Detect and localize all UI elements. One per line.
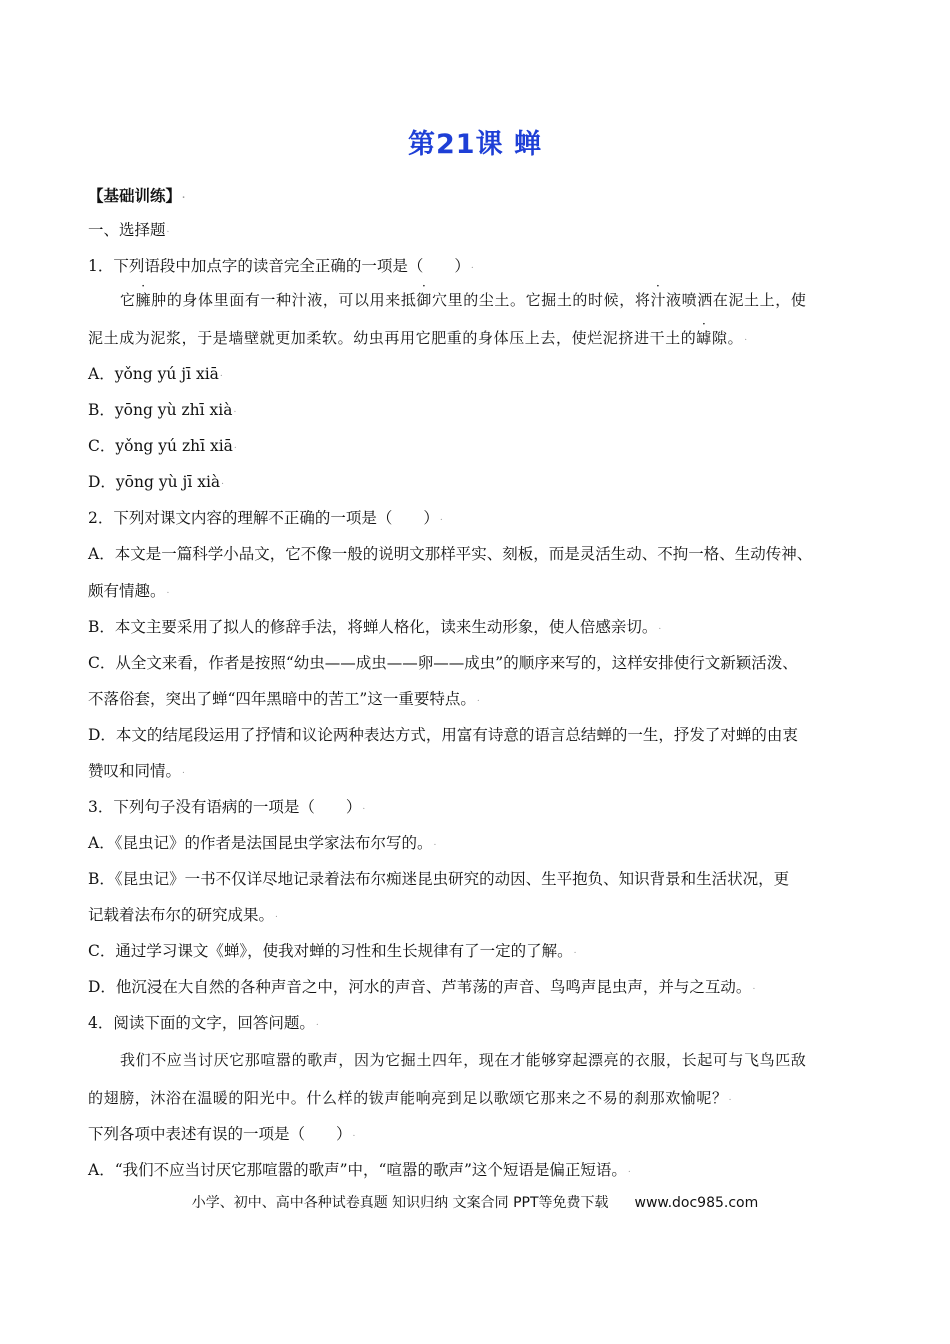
q4-sub-question: 下列各项中表述有误的一项是（ ）. — [88, 1125, 356, 1143]
dotted-char: 臃 — [135, 291, 152, 309]
page-footer — [0, 1192, 950, 1212]
q2-option-c-line-2: 不落俗套，突出了蝉“四年黑暗中的苦工”这一重要特点。. — [88, 690, 480, 708]
q1-option-d: D．yōng yù jī xià. — [88, 473, 225, 491]
q1-option-a: A．yǒng yú jī xiā. — [88, 365, 223, 383]
q3-option-b-line-2: 记载着法布尔的研究成果。. — [88, 906, 278, 924]
section-heading: 【基础训练】. — [88, 186, 186, 205]
q2-stem: 2．下列对课文内容的理解不正确的一项是（ ）. — [88, 509, 443, 527]
q3-option-a: A．《昆虫记》的作者是法国昆虫学家法布尔写的。. — [88, 834, 437, 852]
dotted-char: 罅 — [696, 329, 713, 347]
q2-option-d-line-2: 赞叹和同情。. — [88, 762, 185, 780]
q4-stem: 4．阅读下面的文字，回答问题。. — [88, 1014, 319, 1032]
q3-option-d: D．他沉浸在大自然的各种声音之中，河水的声音、芦苇荡的声音、鸟鸣声昆虫声，并与之互动。. — [88, 978, 756, 996]
q1-option-c: C．yǒng yú zhī xiā. — [88, 437, 237, 455]
q3-option-c: C．通过学习课文《蝉》，使我对蝉的习性和生长规律有了一定的了解。. — [88, 942, 577, 960]
q4-passage-line-1: 我们不应当讨厌它那喧嚣的歌声，因为它掘土四年，现在才能够穿起漂亮的衣服，长起可与飞鸟匹敌 — [120, 1051, 807, 1069]
q1-stem: 1．下列语段中加点字的读音完全正确的一项是（ ）. — [88, 257, 474, 275]
q1-passage-line-2: 泥土成为泥浆，于是墙壁就更加柔软。幼虫再用它肥重的身体压上去，使烂泥挤进干土的罅隙。. — [88, 329, 748, 347]
q4-option-a: A．“我们不应当讨厌它那喧嚣的歌声”中，“喧嚣的歌声”这个短语是偏正短语。. — [88, 1161, 631, 1179]
q2-option-a-line-2: 颇有情趣。. — [88, 582, 170, 600]
q2-option-c-line-1: C．从全文来看，作者是按照“幼虫——成虫——卵——成虫”的顺序来写的，这样安排使行文新颖活泼、 — [88, 654, 798, 672]
dotted-char: 御 — [416, 291, 433, 309]
page-title: 第21课 蝉 — [408, 129, 542, 160]
q1-option-b: B．yōng yù zhī xià. — [88, 401, 237, 419]
q4-passage-line-2: 的翅膀，沐浴在温暖的阳光中。什么样的钹声能响亮到足以歌颂它那来之不易的刹那欢愉呢？. — [88, 1089, 733, 1107]
q1-passage-line-1: 它臃肿的身体里面有一种汁液，可以用来抵御穴里的尘土。它掘土的时候，将汁液喷洒在泥土上，使 — [120, 291, 807, 309]
dotted-char: 汁 — [650, 291, 667, 309]
q3-option-b-line-1: B．《昆虫记》一书不仅详尽地记录着法布尔痴迷昆虫研究的动因、生平抱负、知识背景和生活状况，更 — [88, 870, 790, 888]
q3-stem: 3．下列句子没有语病的一项是（ ）. — [88, 798, 366, 816]
footer-url[interactable]: www.doc985.com — [634, 1195, 759, 1211]
footer-text: 小学、初中、高中各种试卷真题 知识归纳 文案合同 PPT等免费下载 — [191, 1195, 609, 1211]
q2-option-a-line-1: A．本文是一篇科学小品文，它不像一般的说明文那样平实、刻板，而是灵活生动、不拘一格、生动传神、 — [88, 545, 813, 563]
part-heading: 一、选择题. — [88, 221, 170, 239]
q2-option-b: B．本文主要采用了拟人的修辞手法，将蝉人格化，读来生动形象，使人倍感亲切。. — [88, 618, 662, 636]
q2-option-d-line-1: D．本文的结尾段运用了抒情和议论两种表达方式，用富有诗意的语言总结蝉的一生，抒发了对蝉的由衷 — [88, 726, 798, 744]
